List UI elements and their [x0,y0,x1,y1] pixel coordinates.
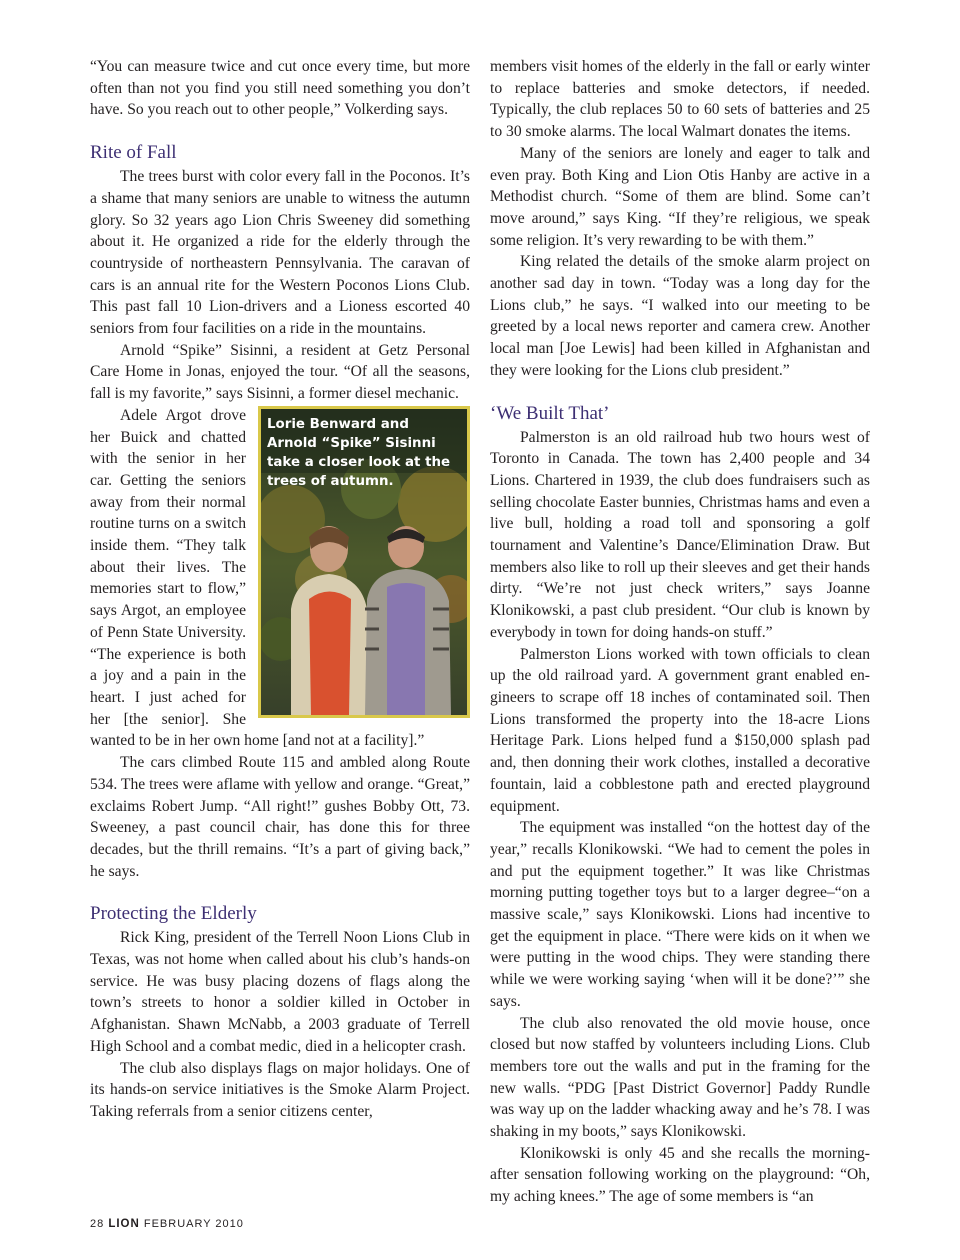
photo-caption: Lorie Benward and Arnold “Spike” Sisinni take a closer look at the trees of autumn. [267,416,451,489]
paragraph-lonely-seniors: Many of the seniors are lonely and eager to talk and even pray. Both King and Lion Otis Hanby are active in a Methodist church. “Some of them are blind. Some can’t move around,” says King. “If they’re religious, we speak some religion. It’s very rewarding to be with them.” [490,144,870,249]
paragraph-king: King related the details of the smoke alarm project on another sad day in town. “Today was a long day for the Lions club,” he says. “I walked into our meeting to be greeted by a local news reporter and camera crew. Another local man [Joe Lewis] had been killed in Afghanistan and they were looking for the Lions club president.” [490,253,870,379]
paragraph-built-3: The equipment was installed “on the hottest day of the year,” recalls Klonikowski. “We had to cement the poles in and put the equipment together.” It was like Christmas morning putting together toys but to a larger degree–“on a massive scale,” says Klonikowski. Lions had incentive to get the equipment in place. “There were kids on it when we were putting in the wood chips. They were standing there while we were working saying ‘when will it be done?’” she says. [490,819,870,1010]
paragraph-built-5: Klonikowski is only 45 and she recalls the morning-after sensation following working on the playground: “Oh, my aching knees.” The age of some members is “an [490,1144,870,1206]
paragraph-rite-3-text: Adele Argot drove her Buick and chatted with the senior in her car. Getting the seniors away from their normal routine turns on a switch inside them. “They talk about their lives. The memories start to flow,” says Argot, an employee of Penn State University. “The experience is both a joy and a pain in the heart. I just ached for her [the senior]. She wanted to be in her own home [and not at a facility].” [90,406,425,750]
paragraph-rite-4: The cars climbed Route 115 and ambled along Route 534. The trees were aflame with yellow and orange. “Great,” exclaims Robert Jump. “All right!” gushes Bobby Ott, 73. Sweeney, a past council chair, has done this for three decades, but the thrill remains. “It’s a part of giving back,” he says. [90,754,470,880]
paragraph-intro: “You can measure twice and cut once every time, but more often than not you find you still need something you don’t have. So you reach out to other people,” Volkerding says. [90,58,470,119]
left-column [90,56,470,1123]
right-column [490,56,870,1208]
paragraph-continued: members visit homes of the elderly in the fall or early winter to replace batteries and smoke detectors, if needed. Typically, the club replaces 50 to 60 sets of batteries and 25 to 30 smoke alarms. The local Walmart donates the items. [490,58,870,141]
page-footer [90,1218,244,1230]
photo-seniors-autumn [261,409,467,715]
heading-we-built-that: ‘We Built That’ [490,402,610,424]
paragraph-protect-1: Rick King, president of the Terrell Noon Lions Club in Texas, was not home when called about his club’s hands-on service. He was busy placing dozens of flags along the town’s streets to honor a soldier killed in October in Afghanistan. Shawn McNabb, a 2003 graduate of Terrell High School and a combat medic, died in a helicopter crash. [90,929,470,1055]
paragraph-protect-2: The club also displays flags on major holidays. One of its hands-on service initiatives is the Smoke Alarm Project. Taking referrals from a senior citizens center, [90,1059,470,1120]
paragraph-rite-1: The trees burst with color every fall in the Poconos. It’s a shame that many seniors are unable to witness the autumn glory. So 32 years ago Lion Chris Sweeney did something about it. He organized a ride for the elderly through the countryside of northeastern Pennsylvania. The caravan of cars is an annual rite for the Western Poconos Lions Club. This past fall 10 Lion-drivers and a Lioness escorted 40 seniors from four facilities on a ride in the mountains. [90,168,470,338]
paragraph-built-4: The club also renovated the old movie house, once closed but now staffed by volunteers including Lions. Club members tore out the walls and put in the framing for the new walls. “PDG [Past District Governor] Paddy Rundle was way up on the ladder whacking away and he’s 78. I was shaking in my boots,” says Klonikowski. [490,1014,870,1141]
photo-frame [258,406,470,718]
heading-protecting-the-elderly: Protecting the Elderly [90,903,257,925]
paragraph-rite-2: Arnold “Spike” Sisinni, a resident at Getz Personal Care Home in Jonas, enjoyed the tour. “Of all the seasons, fall is my favorite,” says Sisinni, a former diesel mechanic. [90,341,470,403]
heading-rite-of-fall: Rite of Fall [90,142,177,164]
issue-date: FEBRUARY 2010 [143,1218,244,1230]
page-number: 28 [90,1218,105,1230]
paragraph-built-1: Palmerston is an old railroad hub two hours west of Toronto in Canada. The town has 2,400 people and 34 Lions. Chartered in 1939, the club does fundraisers such as selling chocolate Easter bunnies, Christmas hams and even a live bull, holding a road toll and sponsoring a golf tournament and Valentine’s Dance/Elimination Draw. But members also like to roll up their sleeves and get their hands dirty. “We’re not just check writers,” says Joanne Klonikowski, a past club president. “Our club is known by everybody in town for doing hands-on stuff.” [490,428,870,641]
paragraph-built-2: Palmerston Lions worked with town officials to clean up the old railroad yard. A government grant enabled engineers to scrape off 18 inches of contaminated soil. Then Lions transformed the property into the 18-acre Lions Heritage Park. Lions helped fund a $150,000 splash pad and, then donning their work clothes, installed a decorative fountain, laid a cobblestone path and erected playground equipment. [490,645,870,815]
magazine-name: LION [108,1218,140,1230]
paragraph-rite-3 [90,405,470,752]
